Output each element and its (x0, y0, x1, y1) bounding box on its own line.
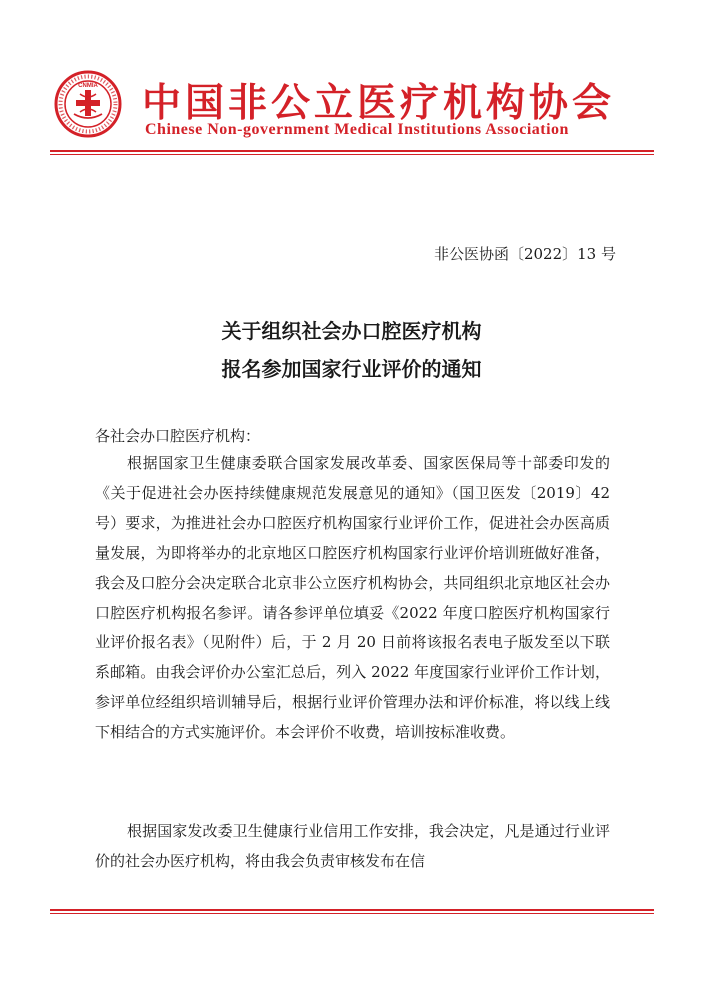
salutation: 各社会办口腔医疗机构： (95, 427, 261, 445)
footer-divider (50, 909, 654, 914)
logo-abbreviation: CNMIA (78, 83, 98, 89)
header-divider (50, 150, 654, 155)
document-title-line2: 报名参加国家行业评价的通知 (221, 357, 482, 381)
document-title-line1: 关于组织社会办口腔医疗机构 (221, 319, 482, 343)
letterhead (50, 66, 660, 142)
org-name-english: Chinese Non-government Medical Institutions Association (145, 121, 569, 138)
org-name-chinese: 中国非公立医疗机构协会 (142, 80, 616, 126)
body-paragraph: 根据国家卫生健康委联合国家发展改革委、国家医保局等十部委印发的《关于促进社会办医持续健康规范发展意见的通知》（国卫医发〔2019〕42 号）要求，为推进社会办口腔医疗机构国家行业评价工作，促进社会办医高质量发展，为即将举办的北京地区口腔医疗机构国家行业评价培训班做好准备，我会及口腔分会决定联合北京非公立医疗机构协会，共同组织北京地区社会办口腔医疗机构报名参评。请各参评单位填妥《2022 年度口腔医疗机构国家行业评价报名表》（见附件）后，于 2 月 20 日前将该报名表电子版发至以下联系邮箱。由我会评价办公室汇总后，列入 2022 年度国家行业评价工作计划，参评单位经组织培训辅导后，根据行业评价管理办法和评价标准，将以线上线下相结合的方式实施评价。本会评价不收费，培训按标准收费。 (95, 454, 610, 742)
cnmia-seal-icon (54, 70, 122, 138)
body-paragraph: 根据国家发改委卫生健康行业信用工作安排，我会决定，凡是通过行业评价的社会办医疗机构，将由我会负责审核发布在信 (95, 822, 610, 870)
document-number: 非公医协函〔2022〕13 号 (433, 245, 616, 263)
